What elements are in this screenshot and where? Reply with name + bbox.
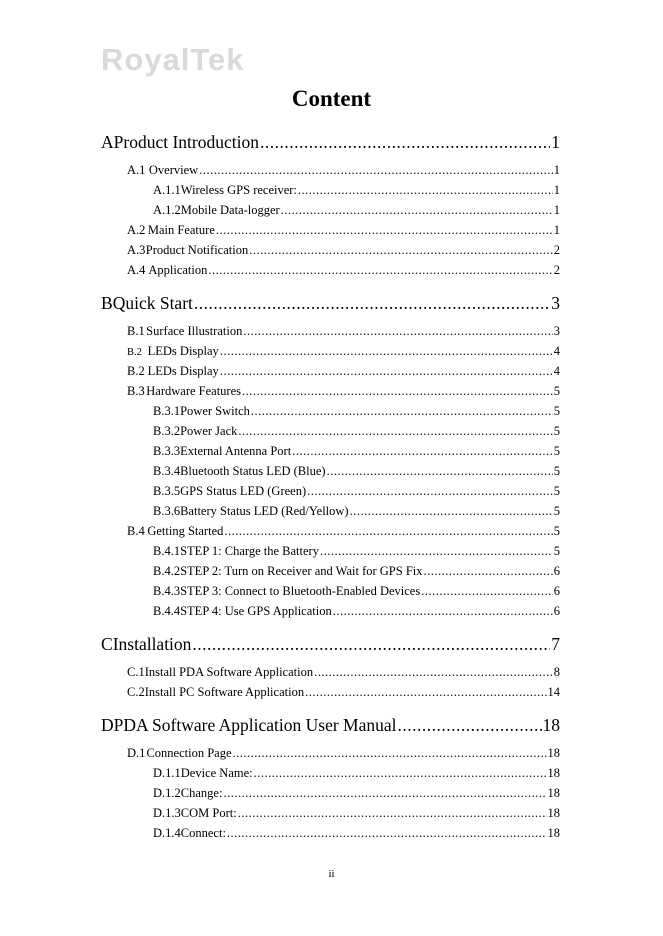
toc-entry-page: 2: [553, 263, 560, 277]
toc-dot-leader: [233, 746, 547, 761]
toc-entry-number: B.3.2: [153, 424, 181, 438]
toc-entry-number: B.3.1: [153, 404, 181, 418]
toc-entry-label: Installation: [112, 634, 192, 654]
toc-dot-leader: [260, 132, 550, 153]
toc-entry-number: A.4: [127, 263, 146, 277]
toc-entry-number: D: [101, 715, 114, 735]
toc-entry[interactable]: [127, 243, 560, 258]
toc-entry-number: C.2: [127, 685, 145, 699]
toc-dot-leader: [251, 404, 553, 419]
toc-dot-leader: [398, 715, 542, 736]
toc-entry[interactable]: [153, 584, 560, 599]
toc-entry[interactable]: [127, 364, 560, 379]
toc-entry-number: B.2: [127, 364, 145, 378]
toc-entry[interactable]: [101, 634, 560, 655]
toc-dot-leader: [216, 223, 553, 238]
toc-entry-number: B.1: [127, 324, 145, 338]
toc-entry-number: C: [101, 634, 113, 654]
toc-entry[interactable]: [153, 806, 560, 821]
toc-entry-page: 5: [553, 524, 560, 538]
toc-entry-label: STEP 3: Connect to Bluetooth-Enabled Devices: [180, 584, 421, 598]
toc-entry[interactable]: [101, 293, 560, 314]
toc-dot-leader: [227, 826, 547, 841]
toc-entry-page: 18: [547, 786, 560, 800]
toc-entry[interactable]: [101, 132, 560, 153]
toc-entry-label: External Antenna Port: [180, 444, 292, 458]
toc-entry-page: 5: [553, 444, 560, 458]
toc-entry-label: GPS Status LED (Green): [180, 484, 307, 498]
toc-entry-label: STEP 1: Charge the Battery: [180, 544, 319, 558]
toc-entry[interactable]: [127, 344, 560, 359]
toc-entry-label: Getting Started: [147, 524, 224, 538]
toc-entry[interactable]: [127, 163, 560, 178]
toc-entry-page: 18: [547, 826, 560, 840]
page-title: Content: [291, 86, 372, 111]
toc-dot-leader: [254, 766, 547, 781]
toc-entry-page: 1: [553, 183, 560, 197]
toc-entry-number: A.1.1: [153, 183, 181, 197]
toc-dot-leader: [424, 564, 553, 579]
toc-entry-number: A.1: [127, 163, 146, 177]
toc-entry-number: D.1.1: [153, 766, 181, 780]
toc-dot-leader: [220, 344, 553, 359]
toc-entry-page: 1: [553, 203, 560, 217]
toc-dot-leader: [281, 203, 553, 218]
toc-entry[interactable]: [127, 746, 560, 761]
toc-entry-page: 8: [553, 665, 560, 679]
toc-entry-number: B: [101, 293, 113, 313]
toc-entry-number: B.3.6: [153, 504, 181, 518]
toc-dot-leader: [224, 524, 552, 539]
toc-entry-number: B.3: [127, 384, 145, 398]
toc-entry-number: A.1.2: [153, 203, 181, 217]
toc-entry[interactable]: [127, 665, 560, 680]
toc-entry-page: 7: [551, 634, 560, 654]
toc-entry-number: A.3: [127, 243, 146, 257]
toc-dot-leader: [242, 384, 553, 399]
toc-entry-number: B.3.3: [153, 444, 181, 458]
toc-entry-label: Install PC Software Application: [144, 685, 305, 699]
toc-entry[interactable]: [127, 223, 560, 238]
toc-entry-page: 5: [553, 484, 560, 498]
toc-entry-label: Main Feature: [147, 223, 215, 237]
toc-dot-leader: [243, 324, 552, 339]
toc-entry-page: 5: [553, 384, 560, 398]
toc-entry[interactable]: [153, 444, 560, 459]
toc-entry-page: 2: [553, 243, 560, 257]
toc-entry[interactable]: [153, 404, 560, 419]
toc-entry[interactable]: [153, 826, 560, 841]
toc-entry[interactable]: [127, 384, 560, 399]
toc-dot-leader: [249, 243, 553, 258]
toc-entry-number: B.3.4: [153, 464, 181, 478]
toc-entry[interactable]: [127, 263, 560, 278]
toc-entry-number: B.4.1: [153, 544, 181, 558]
toc-entry[interactable]: [153, 786, 560, 801]
toc-entry-label: LEDs Display: [147, 364, 219, 378]
toc-entry-page: 14: [547, 685, 560, 699]
toc-entry[interactable]: [127, 685, 560, 700]
toc-dot-leader: [292, 444, 553, 459]
toc-entry-page: 3: [551, 293, 560, 313]
toc-entry-label: Product Introduction: [113, 132, 259, 152]
toc-entry-number: B.4.3: [153, 584, 181, 598]
toc-entry-label: Change:: [180, 786, 223, 800]
toc-dot-leader: [199, 163, 553, 178]
toc-entry-label: Power Jack: [180, 424, 238, 438]
toc-entry-number: B.3.5: [153, 484, 181, 498]
toc-entry-label: Bluetooth Status LED (Blue): [180, 464, 326, 478]
toc-entry-number: B.4.2: [153, 564, 181, 578]
toc-dot-leader: [298, 183, 553, 198]
toc-entry[interactable]: [153, 504, 560, 519]
toc-entry[interactable]: [153, 604, 560, 619]
toc-entry-page: 5: [553, 404, 560, 418]
toc-dot-leader: [320, 544, 553, 559]
toc-entry[interactable]: [153, 464, 560, 479]
toc-entry-label: Application: [148, 263, 208, 277]
toc-dot-leader: [192, 634, 550, 655]
toc-entry-label: Battery Status LED (Red/Yellow): [180, 504, 349, 518]
toc-entry-label: Device Name:: [180, 766, 253, 780]
toc-dot-leader: [350, 504, 553, 519]
toc-entry-page: 1: [553, 223, 560, 237]
toc-entry-number: D.1.3: [153, 806, 181, 820]
toc-dot-leader: [238, 424, 552, 439]
toc-entry-label: Product Notification: [145, 243, 249, 257]
toc-entry-page: 5: [553, 544, 560, 558]
toc-entry-label: Install PDA Software Application: [144, 665, 314, 679]
toc-entry-label: Connection Page: [146, 746, 232, 760]
toc-entry-label: Overview: [148, 163, 199, 177]
toc-dot-leader: [327, 464, 553, 479]
toc-entry[interactable]: [153, 484, 560, 499]
toc-entry-page: 6: [553, 584, 560, 598]
royaltek-logo: RoyalTek: [101, 42, 245, 77]
toc-entry-label: Hardware Features: [146, 384, 241, 398]
toc-dot-leader: [223, 786, 546, 801]
toc-entry[interactable]: [153, 544, 560, 559]
toc-dot-leader: [421, 584, 553, 599]
toc-entry-page: 18: [547, 766, 560, 780]
toc-entry-label: Connect:: [180, 826, 226, 840]
toc-entry-page: 1: [551, 132, 560, 152]
page-number: ii: [328, 868, 335, 880]
toc-dot-leader: [208, 263, 552, 278]
toc-dot-leader: [314, 665, 553, 680]
toc-entry-label: PDA Software Application User Manual: [113, 715, 397, 735]
toc-dot-leader: [305, 685, 546, 700]
toc-entry[interactable]: [153, 203, 560, 218]
toc-entry-page: 4: [553, 364, 560, 378]
toc-entry-page: 5: [553, 424, 560, 438]
toc-entry-page: 18: [542, 715, 560, 735]
toc-entry[interactable]: [127, 324, 560, 339]
toc-entry[interactable]: [127, 524, 560, 539]
toc-entry-page: 5: [553, 504, 560, 518]
toc-entry-number: B.2: [127, 347, 142, 358]
toc-entry-label: STEP 4: Use GPS Application: [180, 604, 332, 618]
toc-entry-page: 4: [553, 344, 560, 358]
toc-entry-page: 6: [553, 604, 560, 618]
toc-entry-number: B.4: [127, 524, 145, 538]
toc-entry-label: Surface Illustration: [146, 324, 243, 338]
toc-entry-number: D.1: [127, 746, 146, 760]
toc-entry-page: 5: [553, 464, 560, 478]
toc-entry-number: C.1: [127, 665, 145, 679]
toc-entry[interactable]: [153, 564, 560, 579]
toc-entry-label: COM Port:: [180, 806, 237, 820]
toc-dot-leader: [333, 604, 553, 619]
toc-entry-label: STEP 2: Turn on Receiver and Wait for GPS Fix: [180, 564, 423, 578]
toc-entry-label: Wireless GPS receiver:: [180, 183, 297, 197]
toc-entry[interactable]: [101, 715, 560, 736]
toc-dot-leader: [238, 806, 547, 821]
toc-entry-page: 6: [553, 564, 560, 578]
toc-dot-leader: [307, 484, 553, 499]
toc-dot-leader: [194, 293, 550, 314]
toc-entry-number: A: [101, 132, 114, 152]
toc-entry-page: 18: [547, 806, 560, 820]
toc-entry[interactable]: [153, 766, 560, 781]
toc-entry-label: LEDs Display: [147, 344, 219, 358]
toc-entry-label: Power Switch: [180, 404, 250, 418]
toc-entry-page: 1: [553, 163, 560, 177]
toc-entry-number: B.4.4: [153, 604, 181, 618]
toc-entry-number: D.1.2: [153, 786, 181, 800]
toc-entry-number: D.1.4: [153, 826, 181, 840]
toc-entry-page: 18: [547, 746, 560, 760]
toc-entry[interactable]: [153, 424, 560, 439]
toc-entry-label: Quick Start: [112, 293, 193, 313]
toc-dot-leader: [220, 364, 553, 379]
toc-entry-page: 3: [553, 324, 560, 338]
toc-entry-number: A.2: [127, 223, 146, 237]
toc-entry-label: Mobile Data-logger: [180, 203, 280, 217]
toc-entry[interactable]: [153, 183, 560, 198]
